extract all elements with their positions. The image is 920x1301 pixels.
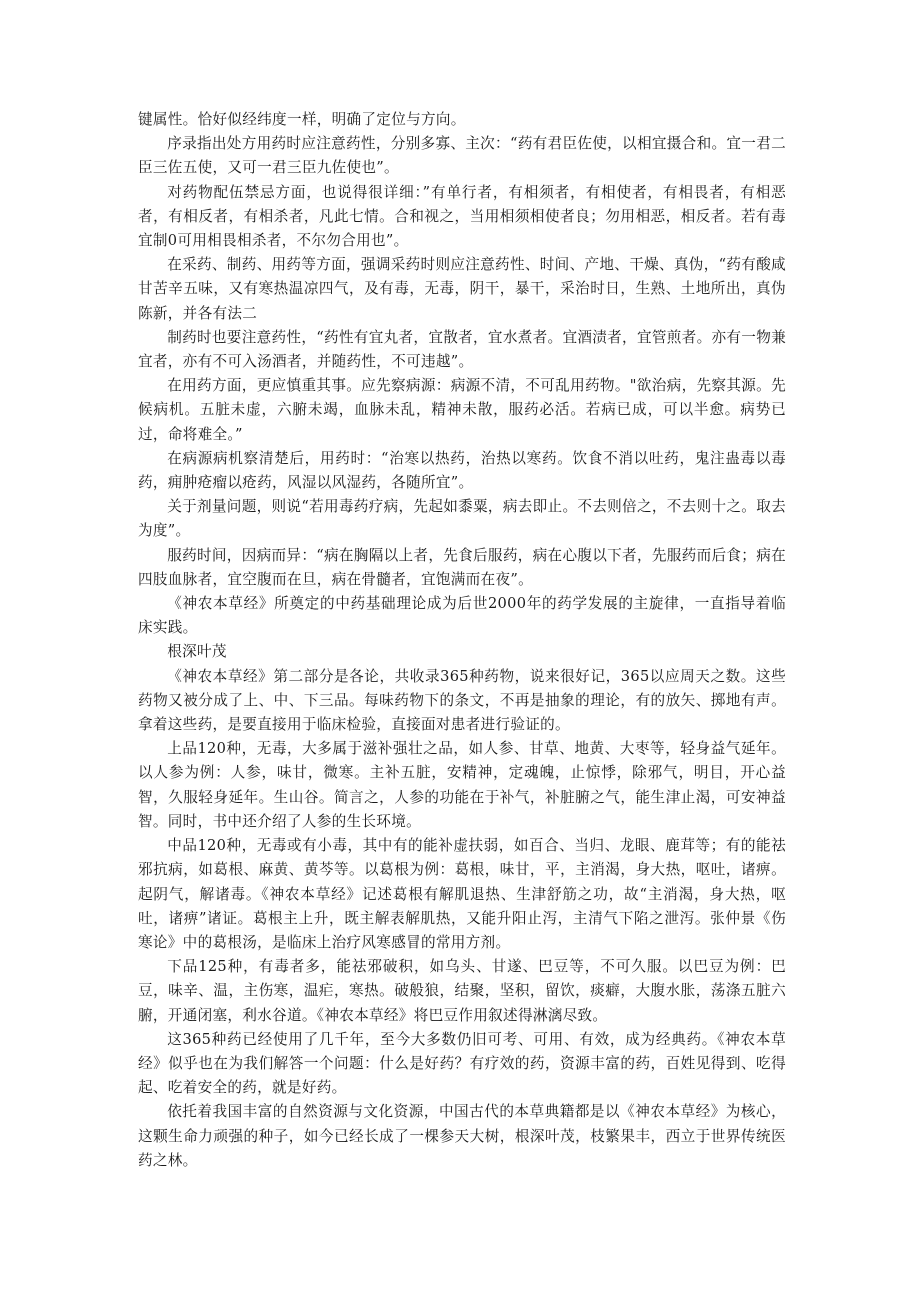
paragraph-conclusion: 依托着我国丰富的自然资源与文化资源，中国古代的本草典籍都是以《神农本草经》为核心，这颗生命力顽强的种子，如今已经长成了一棵参天大树，根深叶茂，枝繁果丰，西立于世界传统医药之林。 xyxy=(138,1103,786,1169)
paragraph-timing: 服药时间，因病而异：“病在胸隔以上者，先食后服药，病在心腹以下者，先服药而后食；病在四肢血脉者，宜空腹而在旦，病在骨髓者，宜饱满而在夜”。 xyxy=(138,546,786,588)
paragraph-herb-preparation: 制药时也要注意药性，“药性有宜丸者，宜散者，宜水煮者。宜酒渍者，宜管煎者。亦有一物兼宜者，亦有不可入汤酒者，并随药性，不可违越”。 xyxy=(138,328,786,371)
paragraph-etiology: 在病源病机察清楚后，用药时：“治寒以热药，治热以寒药。饮食不消以吐药，鬼注蛊毒以毒药，痈肿疮瘤以疮药，风湿以风湿药，各随所宜”。 xyxy=(138,449,786,492)
paragraph-continuation: 键属性。恰好似经纬度一样，明确了定位与方向。 xyxy=(138,111,466,128)
paragraph-dosage: 关于剂量问题，则说“若用毒药疗病，先起如黍粟，病去即止。不去则倍之，不去则十之。取去为度”。 xyxy=(138,498,786,540)
paragraph-middle-grade: 中品120种，无毒或有小毒，其中有的能补虚扶弱，如百合、当归、龙眼、鹿茸等；有的能祛邪抗病，如葛根、麻黄、黄芩等。以葛根为例：葛根，味甘，平，主消渴，身大热，呕吐，诸痹。起阴气，解诸毒。《神农本草经》记述葛根有解肌退热、生津舒筋之功，故“主消渴，身大热，呕吐，诸痹”诸证。葛根主上升，既主解表解肌热，又能升阳止泻，主清气下陷之泄泻。张仲景《伤寒论》中的葛根汤，是临床上治疗风寒感冒的常用方剂。 xyxy=(138,837,786,951)
paragraph-upper-grade: 上品120种，无毒，大多属于滋补强壮之品，如人参、甘草、地黄、大枣等，轻身益气延年。以人参为例：人参，味甘，微寒。主补五脏，安精神，定魂魄，止惊悸，除邪气，明目，开心益智，久服轻身延年。生山谷。简言之，人参的功能在于补气，补脏腑之气，能生津止渴，可安神益智。同时，书中还介绍了人参的生长环境。 xyxy=(138,740,786,830)
section-heading: 根深叶茂 xyxy=(167,643,227,661)
paragraph-lower-grade: 下品125种，有毒者多，能祛邪破积，如乌头、甘遂、巴豆等，不可久服。以巴豆为例：巴豆，味辛、温，主伤寒，温疟，寒热。破般狼，结聚，坚积，留饮，痰癖，大腹水胀，荡涤五脏六腑，开通闭塞，利水谷道。《神农本草经》将巴豆作用叙述得淋漓尽致。 xyxy=(138,958,786,1024)
paragraph-medication-use: 在用药方面，更应慎重其事。应先察病源：病源不清，不可乱用药物。"欲治病，先察其源。先候病机。五脏未虚，六腑未竭，血脉未乱，精神未散，服药必活。若病已成，可以半愈。病势已过，命将难全。” xyxy=(138,377,786,443)
paragraph-classic-herbs: 这365种药已经使用了几千年，至今大多数仍旧可考、可用、有效，成为经典药。《神农本草经》似乎也在为我们解答一个问题：什么是好药？有疗效的药，资源丰富的药，百姓见得到、吃得起、吃着安全的药，就是好药。 xyxy=(138,1030,786,1097)
paragraph-compatibility-taboos: 对药物配伍禁忌方面，也说得很详细：”有单行者，有相须者，有相使者，有相畏者，有相恶者，有相反者，有相杀者，凡此七情。合和视之，当用相须相使者良；勿用相恶，相反者。若有毒宜制0可用相畏相杀者，不尔勿合用也”。 xyxy=(138,183,786,250)
paragraph-prescription-principles: 序录指出处方用药时应注意药性，分别多寡、主次：“药有君臣佐使，以相宜摄合和。宜一君二臣三佐五使，又可一君三臣九佐使也”。 xyxy=(138,135,786,177)
paragraph-theory-legacy: 《神农本草经》所奠定的中药基础理论成为后世2000年的药学发展的主旋律，一直指导着临床实践。 xyxy=(138,595,786,637)
paragraph-monographs: 《神农本草经》第二部分是各论，共收录365种药物，说来很好记，365以应周天之数。这些药物又被分成了上、中、下三品。每味药物下的条文，不再是抽象的理论，有的放矢、掷地有声。拿着这些药，是要直接用于临床检验，直接面对患者进行验证的。 xyxy=(138,667,786,734)
paragraph-herb-collection: 在采药、制药、用药等方面，强调采药时则应注意药性、时间、产地、干燥、真伪，“药有酸咸甘苦辛五味，又有寒热温凉四气，及有毒，无毒，阴干，暴干，采治时日，生熟、土地所出，真伪陈新，并各有法二 xyxy=(138,256,786,322)
document-page xyxy=(138,108,786,1173)
